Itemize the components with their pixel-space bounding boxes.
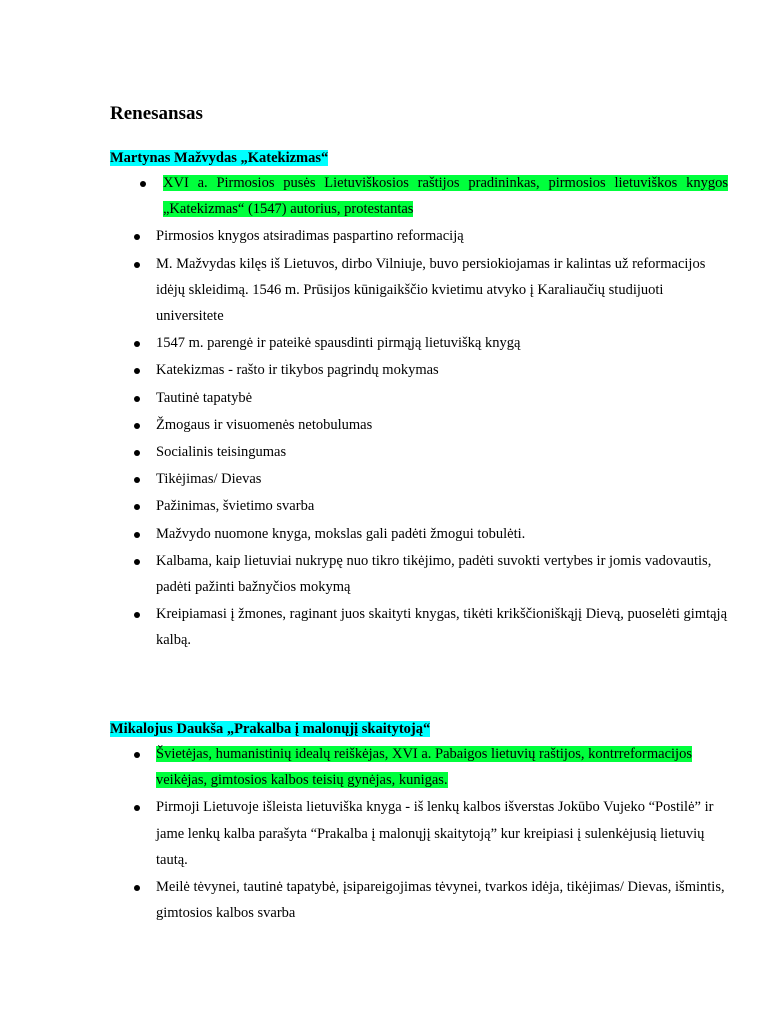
list-item <box>110 548 728 600</box>
list-item <box>110 794 728 873</box>
bullet-icon <box>134 396 140 402</box>
section-heading-text: Martynas Mažvydas „Katekizmas“ <box>110 150 329 166</box>
list-item <box>110 251 728 330</box>
list-item <box>110 741 728 793</box>
list-item <box>110 439 728 465</box>
list-item <box>110 170 728 222</box>
bullet-icon <box>134 532 140 538</box>
bullet-icon <box>134 477 140 483</box>
list-item-text: Mažvydo nuomone knyga, mokslas gali padėti žmogui tobulėti. <box>156 525 526 542</box>
document-title: Renesansas <box>110 103 203 124</box>
bullet-icon <box>134 423 140 429</box>
list-item <box>110 601 728 653</box>
bullet-icon <box>134 752 140 758</box>
section-heading-mazvydas <box>110 148 328 168</box>
list-item-text: Meilė tėvynei, tautinė tapatybė, įsipareigojimas tėvynei, tvarkos idėja, tikėjimas/ Dievas, išmintis, gimtosios kalbos svarba <box>156 879 725 922</box>
list-item <box>110 385 728 411</box>
list-item-text: Kalbama, kaip lietuviai nukrypę nuo tikro tikėjimo, padėti suvokti vertybes ir jomis vadovautis, padėti pažinti bažnyčios mokymą <box>156 552 712 596</box>
list-item-text: 1547 m. parengė ir pateikė spausdinti pirmąją lietuvišką knygą <box>156 335 521 352</box>
list-item-text: Pirmoji Lietuvoje išleista lietuviška knyga - iš lenkų kalbos išverstas Jokūbo Vujeko “Postilė” ir jame lenkų kalba parašyta “Prakalba į malonųjį skaitytoją” kur kreipiasi į sulenkėjusią lietuvių tautą. <box>156 799 714 868</box>
list-item <box>110 466 728 492</box>
list-item <box>110 521 728 547</box>
list-item-text: XVI a. Pirmosios pusės Lietuviškosios raštijos pradininkas, pirmosios lietuviškos knygos „Katekizmas“ (1547) autorius, protestantas <box>163 175 728 218</box>
section-heading-text: Mikalojus Daukša „Prakalba į malonųjį skaitytoją“ <box>110 721 431 737</box>
bullet-icon <box>134 341 140 347</box>
bullet-list-mazvydas <box>110 170 728 655</box>
bullet-icon <box>134 805 140 811</box>
list-item <box>110 493 728 519</box>
list-item-text: Kreipiamasi į žmones, raginant juos skaityti knygas, tikėti krikščioniškąjį Dievą, puoselėti gimtąją kalbą. <box>156 606 728 649</box>
list-item-text: M. Mažvydas kilęs iš Lietuvos, dirbo Vilniuje, buvo persiokiojamas ir kalintas už reformacijos idėjų skleidimą. 1546 m. Prūsijos kūnigaikščio kvietimu atvyko į Karaliaučių studijuoti universitete <box>156 255 706 325</box>
list-item-text: Pirmosios knygos atsiradimas paspartino reformaciją <box>156 228 464 245</box>
list-item-text: Tautinė tapatybė <box>156 389 253 406</box>
bullet-icon <box>134 559 140 565</box>
list-item <box>110 330 728 356</box>
list-item <box>110 223 728 249</box>
bullet-icon <box>134 368 140 374</box>
list-item-text: Žmogaus ir visuomenės netobulumas <box>156 416 373 433</box>
bullet-icon <box>134 612 140 618</box>
bullet-icon <box>140 181 146 187</box>
bullet-icon <box>134 504 140 510</box>
list-item-text: Tikėjimas/ Dievas <box>156 471 262 488</box>
bullet-icon <box>134 885 140 891</box>
list-item-text: Katekizmas - rašto ir tikybos pagrindų mokymas <box>156 362 439 379</box>
bullet-icon <box>134 234 140 240</box>
section-heading-dauksa <box>110 719 430 739</box>
list-item <box>110 412 728 438</box>
list-item-text: Pažinimas, švietimo svarba <box>156 498 315 515</box>
bullet-icon <box>134 450 140 456</box>
list-item <box>110 357 728 383</box>
bullet-icon <box>134 262 140 268</box>
list-item <box>110 874 728 926</box>
list-item-text: Švietėjas, humanistinių idealų reiškėjas, XVI a. Pabaigos lietuvių raštijos, kontrreformacijos veikėjas, gimtosios kalbos teisių gynėjas, kunigas. <box>156 746 692 789</box>
bullet-list-dauksa <box>110 741 728 927</box>
list-item-text: Socialinis teisingumas <box>156 444 287 461</box>
